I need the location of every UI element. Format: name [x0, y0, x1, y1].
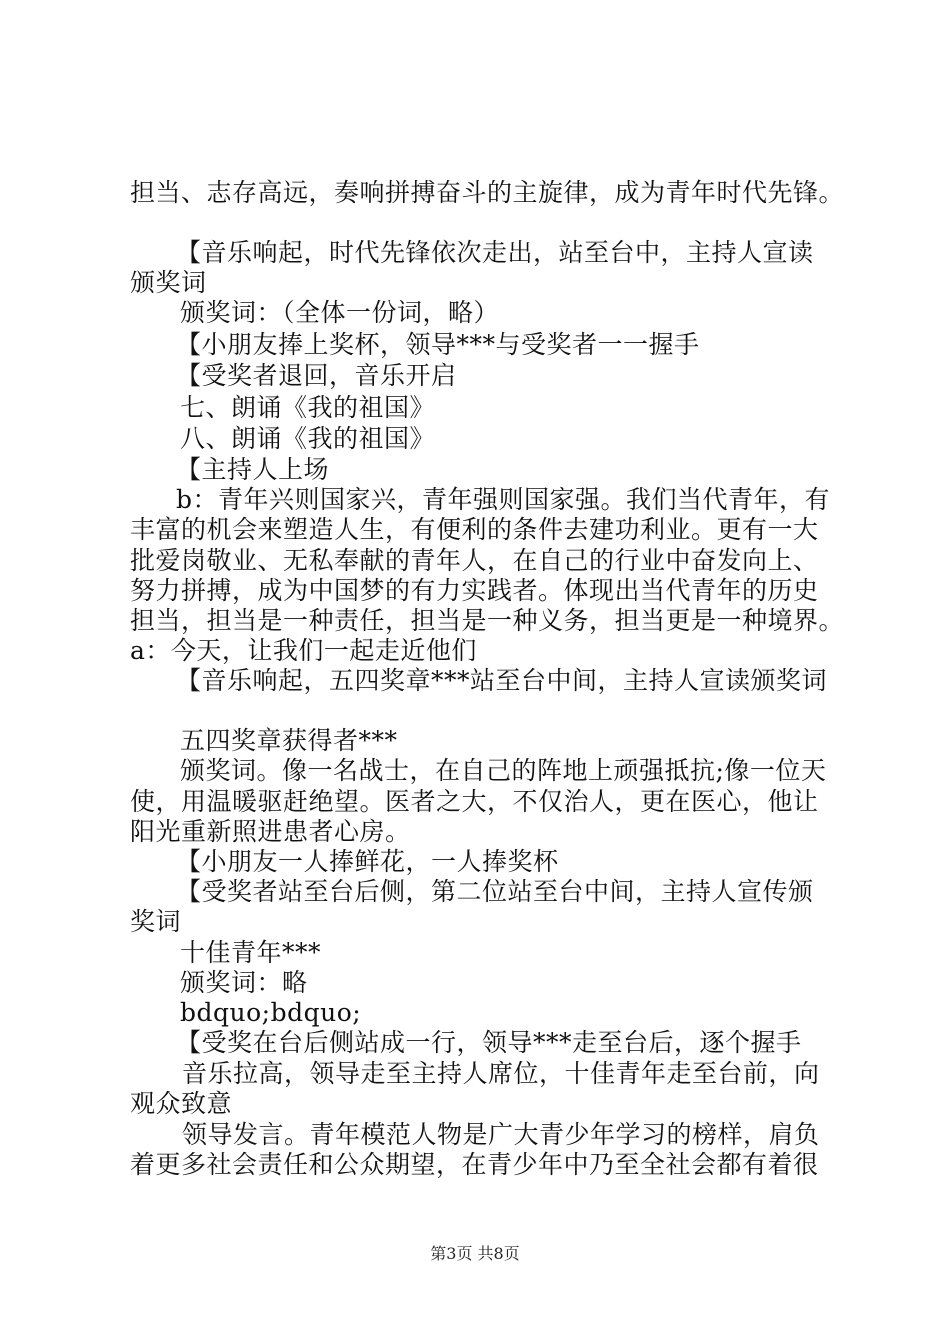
body-line: 颁奖词	[130, 268, 207, 297]
body-line: 【受奖者退回，音乐开启	[176, 361, 457, 390]
body-line: 五四奖章获得者***	[180, 726, 398, 755]
body-line: 【小朋友捧上奖杯，领导***与受奖者一一握手	[176, 330, 700, 359]
body-line: 使，用温暖驱赶绝望。医者之大，不仅治人，更在医心，他让	[130, 787, 819, 816]
body-line: 【音乐响起，五四奖章***站至台中间，主持人宣读颁奖词	[176, 666, 828, 695]
body-line: 【受奖者站至台后侧，第二位站至台中间，主持人宣传颁	[176, 877, 814, 906]
body-line: 批爱岗敬业、无私奉献的青年人，在自己的行业中奋发向上、	[130, 546, 819, 575]
body-line: 【主持人上场	[176, 455, 330, 484]
body-line: 阳光重新照进患者心房。	[130, 817, 411, 846]
body-line: 【受奖在台后侧站成一行，领导***走至台后，逐个握手	[176, 1028, 802, 1057]
body-line: 颁奖词。像一名战士，在自己的阵地上顽强抵抗;像一位天	[180, 756, 827, 785]
body-line: 【小朋友一人捧鲜花，一人捧奖杯	[176, 847, 559, 876]
body-line: a：今天，让我们一起走近他们	[130, 636, 477, 665]
body-line: 颁奖词：略	[180, 968, 308, 997]
body-line: 领导发言。青年模范人物是广大青少年学习的榜样，肩负	[182, 1120, 820, 1149]
body-line: b：青年兴则国家兴，青年强则国家强。我们当代青年，有	[176, 485, 831, 514]
body-line: 颁奖词：（全体一份词，略）	[180, 298, 500, 327]
body-line: 担当，担当是一种责任，担当是一种义务，担当更是一种境界。	[130, 606, 845, 635]
body-line: 八、朗诵《我的祖国》	[180, 424, 436, 453]
body-line: bdquo;bdquo;	[180, 998, 362, 1027]
body-line: 努力拼搏，成为中国梦的有力实践者。体现出当代青年的历史	[130, 576, 819, 605]
body-line: 着更多社会责任和公众期望，在青少年中乃至全社会都有着很	[130, 1150, 819, 1179]
body-line: 七、朗诵《我的祖国》	[180, 393, 436, 422]
body-line: 奖词	[130, 907, 182, 936]
body-line: 观众致意	[130, 1089, 233, 1118]
body-line: 担当、志存高远，奏响拼搏奋斗的主旋律，成为青年时代先锋。	[130, 178, 845, 207]
body-line: 十佳青年***	[180, 938, 322, 967]
body-line: 【音乐响起，时代先锋依次走出，站至台中，主持人宣读	[176, 238, 814, 267]
body-line: 音乐拉高，领导走至主持人席位，十佳青年走至台前，向	[182, 1059, 820, 1088]
page-number-footer: 第3页 共8页	[430, 1244, 520, 1263]
body-line: 丰富的机会来塑造人生，有便利的条件去建功利业。更有一大	[130, 515, 819, 544]
